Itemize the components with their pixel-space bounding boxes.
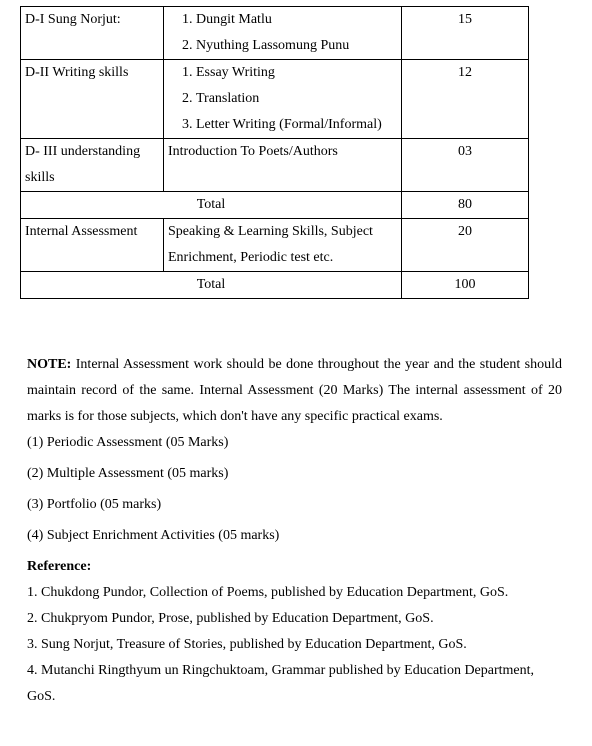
section-cell: D- III understanding skills: [21, 139, 164, 192]
table-row: [21, 219, 529, 272]
notes-section: [27, 352, 562, 710]
assessment-item: (1) Periodic Assessment (05 Marks): [27, 435, 229, 450]
reference-heading: Reference:: [27, 559, 92, 574]
table-row: [21, 139, 529, 192]
marks-cell: 03: [402, 139, 529, 192]
content-cell: Speaking & Learning Skills, Subject Enrichment, Periodic test etc.: [164, 219, 402, 272]
list-item: 2. Translation: [196, 86, 397, 112]
content-cell: [164, 60, 402, 139]
grand-total-marks: 100: [402, 272, 529, 299]
note-paragraph: [27, 352, 562, 430]
table-row: [21, 60, 529, 139]
marks-cell: 12: [402, 60, 529, 139]
section-cell: D-II Writing skills: [21, 60, 164, 139]
marks-cell: 20: [402, 219, 529, 272]
content-list: [168, 7, 397, 59]
reference-item: 3. Sung Norjut, Treasure of Stories, published by Education Department, GoS.: [27, 637, 467, 652]
list-item: 1. Dungit Matlu: [196, 7, 397, 33]
assessment-item: (4) Subject Enrichment Activities (05 marks): [27, 528, 280, 543]
section-cell: Internal Assessment: [21, 219, 164, 272]
total-row: [21, 192, 529, 219]
reference-item: 4. Mutanchi Ringthyum un Ringchuktoam, Grammar published by Education Department, GoS.: [27, 663, 535, 704]
marks-distribution-table: [20, 6, 529, 299]
note-label: NOTE:: [27, 357, 72, 372]
table-row: [21, 7, 529, 60]
reference-item: 2. Chukpryom Pundor, Prose, published by Education Department, GoS.: [27, 611, 434, 626]
note-text: Internal Assessment work should be done throughout the year and the student should maintain record of the same. Internal Assessment (20 Marks) The internal assessment of 20 marks is for those subjects, which don't have any specific practical exams.: [27, 357, 562, 424]
grand-total-label: Total: [21, 272, 402, 299]
total-label: Total: [21, 192, 402, 219]
assessment-item: (2) Multiple Assessment (05 marks): [27, 466, 229, 481]
total-row: [21, 272, 529, 299]
section-cell: D-I Sung Norjut:: [21, 7, 164, 60]
list-item: 1. Essay Writing: [196, 60, 397, 86]
content-list: [168, 60, 397, 138]
assessment-item: (3) Portfolio (05 marks): [27, 497, 162, 512]
marks-cell: 15: [402, 7, 529, 60]
total-marks: 80: [402, 192, 529, 219]
content-cell: [164, 7, 402, 60]
reference-item: 1. Chukdong Pundor, Collection of Poems, published by Education Department, GoS.: [27, 585, 509, 600]
content-cell: Introduction To Poets/Authors: [164, 139, 402, 192]
list-item: 3. Letter Writing (Formal/Informal): [196, 112, 397, 138]
list-item: 2. Nyuthing Lassomung Punu: [196, 33, 397, 59]
